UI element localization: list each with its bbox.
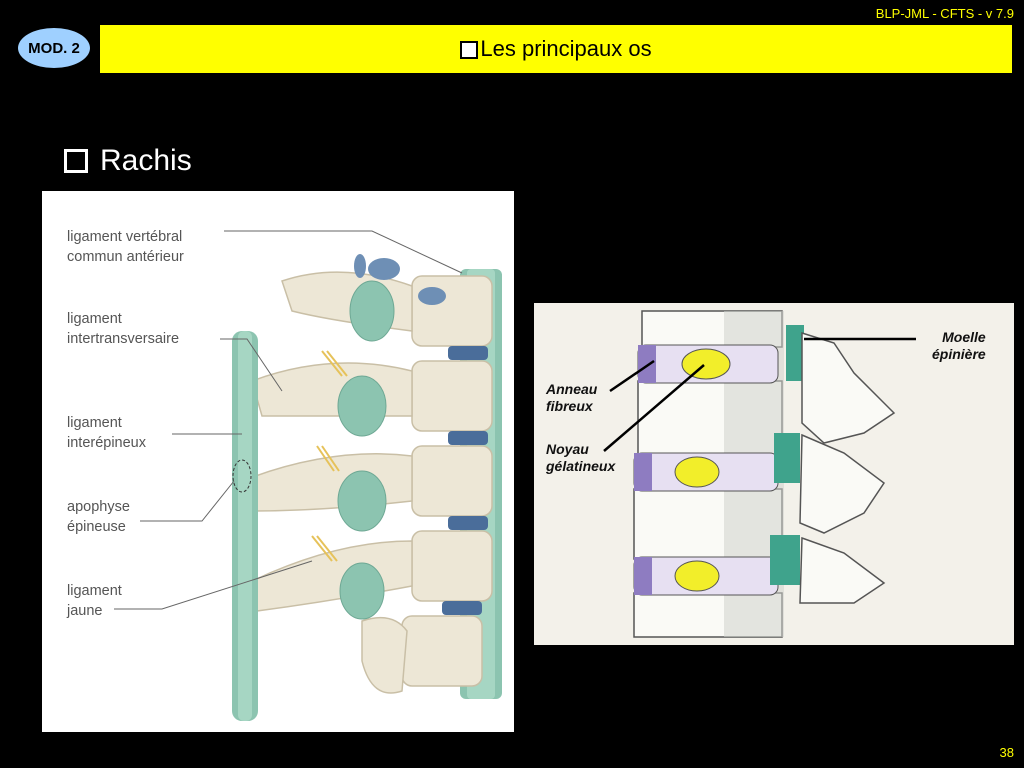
figure-label: ligament jaune xyxy=(67,583,122,619)
figure-label: Noyau gélatineux xyxy=(546,441,616,474)
page-number: 38 xyxy=(999,745,1014,760)
figure-label: ligament interépineux xyxy=(67,415,146,451)
title-bar xyxy=(100,25,1012,73)
section-heading xyxy=(64,144,192,178)
disc-section-figure xyxy=(534,303,1014,645)
spine-illustration xyxy=(42,191,514,732)
figure-label: Anneau fibreux xyxy=(546,381,598,414)
module-badge: MOD. 2 xyxy=(18,28,90,68)
slide-title: Les principaux os xyxy=(480,36,652,61)
header-reference: BLP-JML - CFTS - v 7.9 xyxy=(875,6,1014,21)
checkbox-bullet-icon xyxy=(64,149,88,173)
figure-label: ligament vertébral commun antérieur xyxy=(67,229,184,265)
checkbox-bullet-icon xyxy=(460,41,478,59)
figure-label: apophyse épineuse xyxy=(67,499,130,535)
section-title: Rachis xyxy=(100,144,192,177)
spine-ligaments-figure xyxy=(42,191,514,732)
figure-label: Moelle épinière xyxy=(932,329,986,362)
figure-label: ligament intertransversaire xyxy=(67,311,180,347)
